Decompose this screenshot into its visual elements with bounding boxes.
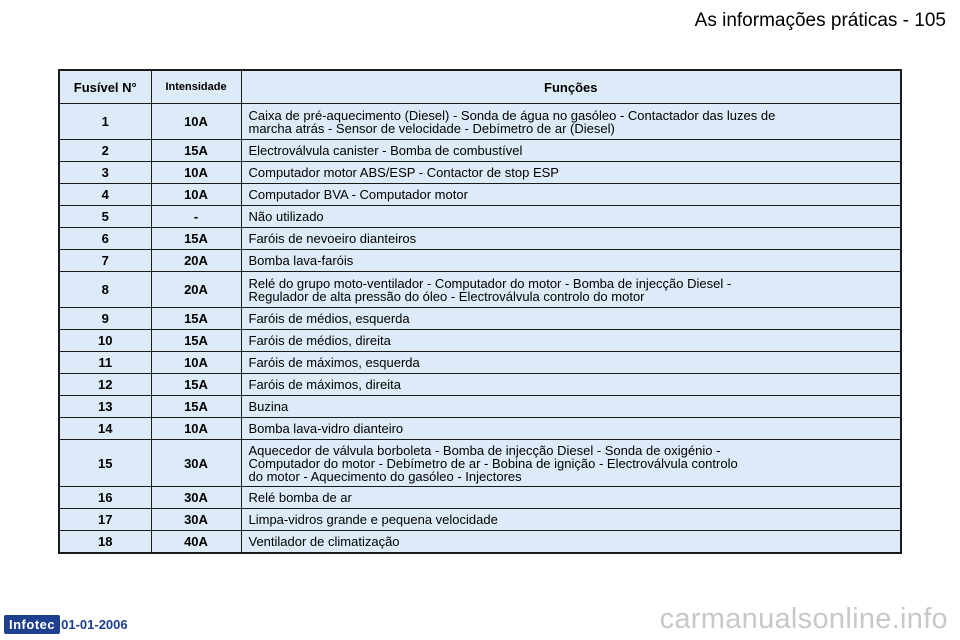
table-row xyxy=(59,184,901,206)
fuse-number-cell: 12 xyxy=(59,374,151,396)
function-line: Bomba lava-vidro dianteiro xyxy=(248,421,404,436)
intensity-cell: 30A xyxy=(151,487,241,509)
fuse-number-cell: 4 xyxy=(59,184,151,206)
function-line: Buzina xyxy=(248,399,289,414)
table-header-row xyxy=(59,70,901,104)
function-line: Computador motor ABS/ESP - Contactor de stop ESP xyxy=(248,165,559,180)
intensity-cell: 15A xyxy=(151,374,241,396)
function-line: Computador do motor - Debímetro de ar - Bobina de ignição - Electroválvula controlo xyxy=(248,455,738,471)
functions-cell xyxy=(241,374,901,396)
intensity-cell: 15A xyxy=(151,228,241,250)
intensity-cell: 20A xyxy=(151,250,241,272)
table-body xyxy=(59,104,901,554)
function-line: Limpa-vidros grande e pequena velocidade xyxy=(248,512,498,527)
functions-cell xyxy=(241,250,901,272)
functions-cell xyxy=(241,162,901,184)
fuse-number-cell: 8 xyxy=(59,272,151,308)
fuse-number-cell: 13 xyxy=(59,396,151,418)
functions-cell xyxy=(241,440,901,487)
intensity-cell: 30A xyxy=(151,440,241,487)
functions-cell xyxy=(241,330,901,352)
functions-cell xyxy=(241,104,901,140)
function-line: Regulador de alta pressão do óleo - Electroválvula controlo do motor xyxy=(248,288,645,304)
fuse-number-cell: 18 xyxy=(59,531,151,554)
table-row xyxy=(59,509,901,531)
table-row xyxy=(59,140,901,162)
function-line: Relé bomba de ar xyxy=(248,490,352,505)
table-row xyxy=(59,487,901,509)
table-row xyxy=(59,206,901,228)
function-line: Não utilizado xyxy=(248,209,324,224)
intensity-cell: 15A xyxy=(151,308,241,330)
functions-cell xyxy=(241,531,901,554)
functions-cell xyxy=(241,184,901,206)
function-line: Faróis de médios, direita xyxy=(248,333,391,348)
function-line: Faróis de máximos, esquerda xyxy=(248,355,420,370)
intensity-cell: 20A xyxy=(151,272,241,308)
table-row xyxy=(59,272,901,308)
function-line: Faróis de médios, esquerda xyxy=(248,311,410,326)
table-row xyxy=(59,531,901,554)
intensity-cell: 30A xyxy=(151,509,241,531)
function-line: marcha atrás - Sensor de velocidade - Debímetro de ar (Diesel) xyxy=(248,120,615,136)
functions-cell xyxy=(241,140,901,162)
intensity-cell: 15A xyxy=(151,140,241,162)
functions-cell xyxy=(241,206,901,228)
fuse-number-cell: 7 xyxy=(59,250,151,272)
fuse-number-cell: 10 xyxy=(59,330,151,352)
function-line: Faróis de nevoeiro dianteiros xyxy=(248,231,417,246)
functions-cell xyxy=(241,352,901,374)
intensity-cell: 10A xyxy=(151,104,241,140)
column-header-intensity: Intensidade xyxy=(151,70,241,104)
fuse-number-cell: 16 xyxy=(59,487,151,509)
intensity-cell: - xyxy=(151,206,241,228)
functions-cell xyxy=(241,308,901,330)
fuse-number-cell: 14 xyxy=(59,418,151,440)
intensity-cell: 10A xyxy=(151,352,241,374)
intensity-cell: 10A xyxy=(151,184,241,206)
table-row xyxy=(59,396,901,418)
functions-cell xyxy=(241,418,901,440)
table-row xyxy=(59,104,901,140)
table-row xyxy=(59,308,901,330)
fuse-number-cell: 15 xyxy=(59,440,151,487)
table-row xyxy=(59,250,901,272)
fuse-number-cell: 6 xyxy=(59,228,151,250)
fuse-number-cell: 2 xyxy=(59,140,151,162)
footer-date: 01-01-2006 xyxy=(61,617,128,632)
fuse-number-cell: 17 xyxy=(59,509,151,531)
fuse-number-cell: 11 xyxy=(59,352,151,374)
table-row xyxy=(59,418,901,440)
function-line: Faróis de máximos, direita xyxy=(248,377,401,392)
function-line: do motor - Aquecimento do gasóleo - Injectores xyxy=(248,468,522,484)
intensity-cell: 40A xyxy=(151,531,241,554)
table-row xyxy=(59,440,901,487)
table-row xyxy=(59,330,901,352)
watermark[interactable]: carmanualsonline.info xyxy=(659,603,948,635)
functions-cell xyxy=(241,509,901,531)
functions-cell xyxy=(241,396,901,418)
column-header-fuse: Fusível N° xyxy=(59,70,151,104)
function-line: Relé do grupo moto-ventilador - Computador do motor - Bomba de injecção Diesel - xyxy=(248,275,732,291)
intensity-cell: 10A xyxy=(151,162,241,184)
fuse-number-cell: 5 xyxy=(59,206,151,228)
fuse-number-cell: 3 xyxy=(59,162,151,184)
function-line: Electroválvula canister - Bomba de combustível xyxy=(248,143,523,158)
fuse-table xyxy=(58,69,902,554)
intensity-cell: 15A xyxy=(151,396,241,418)
functions-cell xyxy=(241,228,901,250)
page-title: As informações práticas - 105 xyxy=(694,10,946,31)
table-row xyxy=(59,374,901,396)
table-row xyxy=(59,162,901,184)
column-header-functions: Funções xyxy=(241,70,901,104)
intensity-cell: 15A xyxy=(151,330,241,352)
function-line: Caixa de pré-aquecimento (Diesel) - Sonda de água no gasóleo - Contactador das luzes de xyxy=(248,107,776,123)
function-line: Computador BVA - Computador motor xyxy=(248,187,468,202)
function-line: Bomba lava-faróis xyxy=(248,253,354,268)
fuse-number-cell: 1 xyxy=(59,104,151,140)
function-line: Ventilador de climatização xyxy=(248,534,400,549)
table-row xyxy=(59,352,901,374)
footer xyxy=(4,615,128,634)
function-line: Aquecedor de válvula borboleta - Bomba de injecção Diesel - Sonda de oxigénio - xyxy=(248,442,721,458)
functions-cell xyxy=(241,487,901,509)
intensity-cell: 10A xyxy=(151,418,241,440)
infotec-logo: Infotec xyxy=(4,615,60,634)
fuse-number-cell: 9 xyxy=(59,308,151,330)
table-row xyxy=(59,228,901,250)
functions-cell xyxy=(241,272,901,308)
